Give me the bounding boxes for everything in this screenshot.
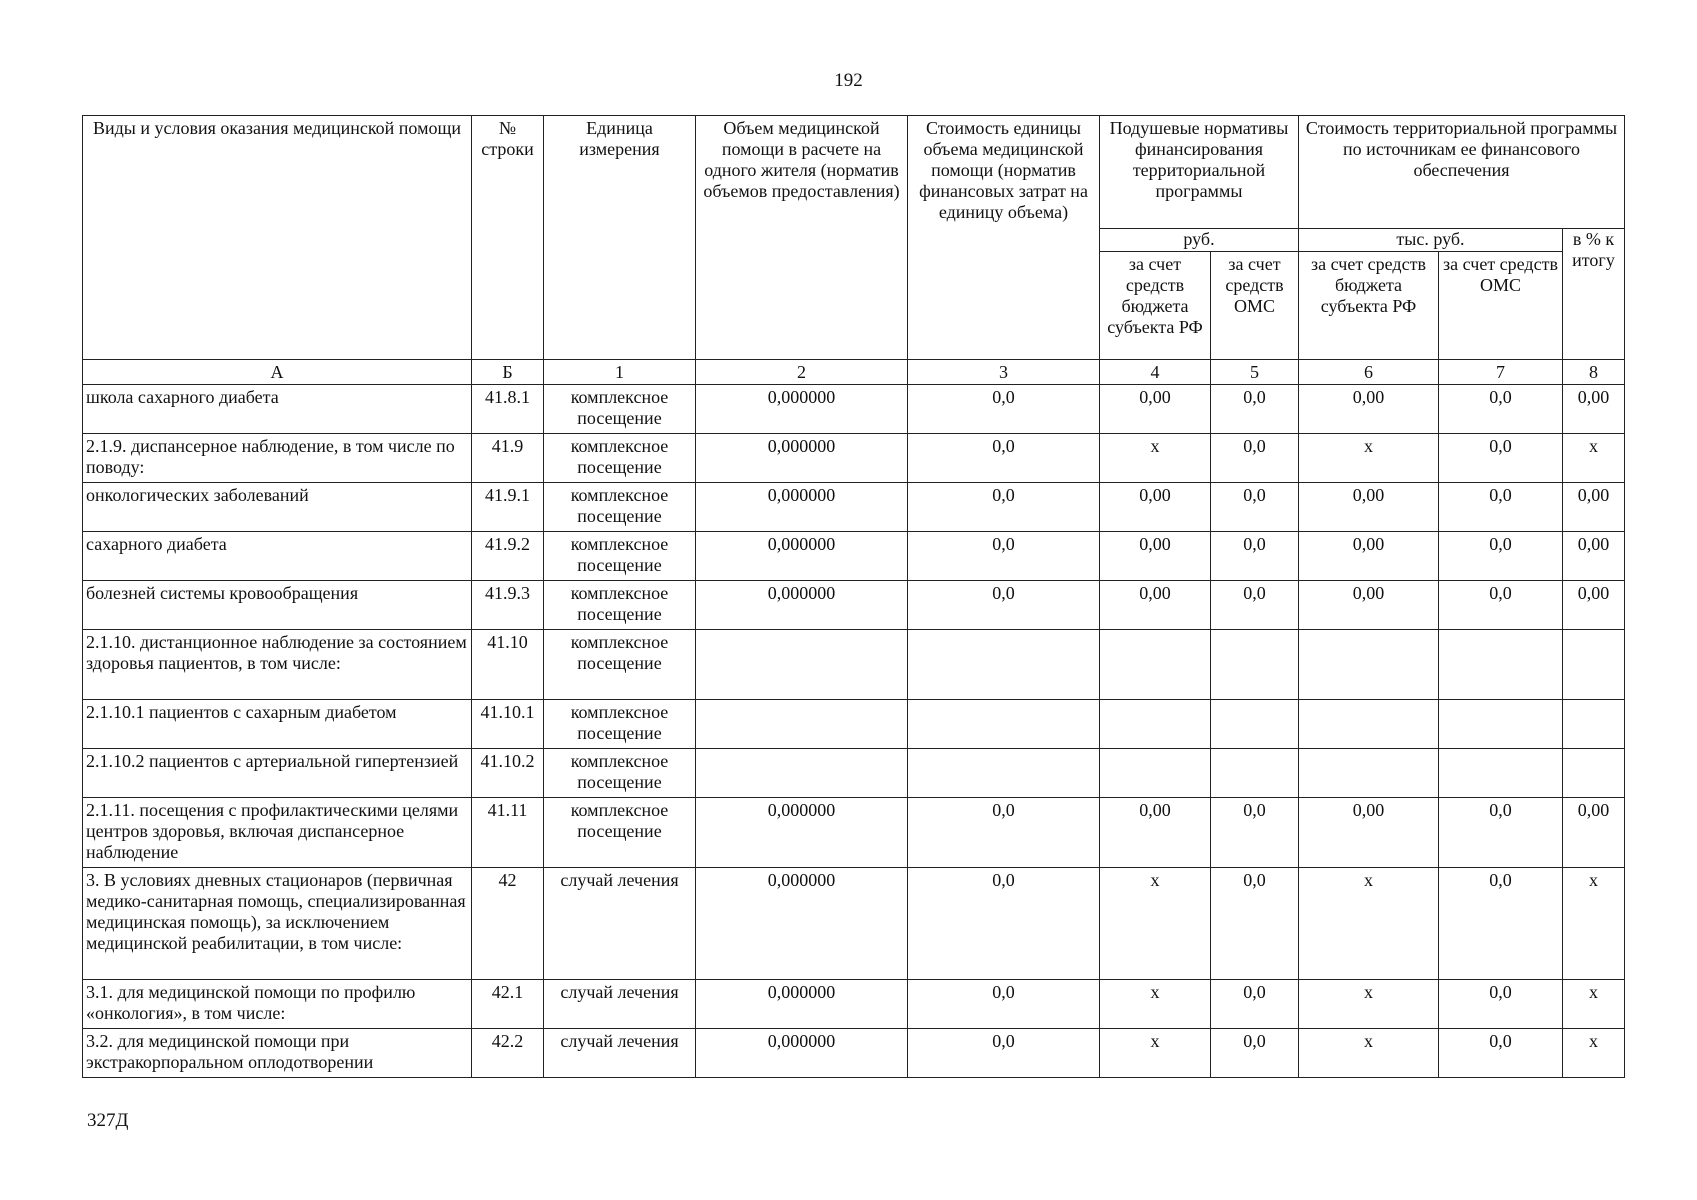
cell-v2: 0,000000 xyxy=(696,581,908,630)
cell-v6: 0,00 xyxy=(1299,385,1439,434)
header-col-8: в % к итогу xyxy=(1563,229,1625,360)
cell-v7: 0,0 xyxy=(1439,980,1563,1029)
cell-v8 xyxy=(1563,749,1625,798)
cell-unit: комплексное посещение xyxy=(544,385,696,434)
cell-v2 xyxy=(696,700,908,749)
cell-v6 xyxy=(1299,630,1439,700)
table-body xyxy=(83,385,1625,1078)
cell-v4 xyxy=(1100,700,1211,749)
cell-v4: 0,00 xyxy=(1100,385,1211,434)
cell-v7: 0,0 xyxy=(1439,385,1563,434)
cell-name: школа сахарного диабета xyxy=(83,385,472,434)
table-row xyxy=(83,980,1625,1029)
cell-v8: 0,00 xyxy=(1563,798,1625,868)
header-col-b: № строки xyxy=(472,116,544,360)
header-col-2: Объем медицинской помощи в расчете на одного жителя (норматив объемов предоставления) xyxy=(696,116,908,360)
cell-v7: 0,0 xyxy=(1439,1029,1563,1078)
cell-v5: 0,0 xyxy=(1211,434,1299,483)
cell-unit: случай лечения xyxy=(544,1029,696,1078)
cell-unit: комплексное посещение xyxy=(544,532,696,581)
index-cell: 8 xyxy=(1563,360,1625,385)
cell-num: 42 xyxy=(472,868,544,980)
cell-v3: 0,0 xyxy=(908,1029,1100,1078)
header-col-a: Виды и условия оказания медицинской помощи xyxy=(83,116,472,360)
medical-care-table xyxy=(82,115,1625,1078)
cell-v5 xyxy=(1211,700,1299,749)
cell-v8 xyxy=(1563,630,1625,700)
cell-v6: 0,00 xyxy=(1299,532,1439,581)
cell-v2: 0,000000 xyxy=(696,532,908,581)
table-row xyxy=(83,483,1625,532)
cell-v4 xyxy=(1100,749,1211,798)
cell-v2: 0,000000 xyxy=(696,434,908,483)
cell-v6: 0,00 xyxy=(1299,798,1439,868)
cell-v2: 0,000000 xyxy=(696,483,908,532)
cell-v5 xyxy=(1211,630,1299,700)
cell-v3: 0,0 xyxy=(908,868,1100,980)
index-cell: 6 xyxy=(1299,360,1439,385)
cell-v7: 0,0 xyxy=(1439,483,1563,532)
cell-v5: 0,0 xyxy=(1211,798,1299,868)
cell-name: 2.1.11. посещения с профилактическими целями центров здоровья, включая диспансерное наблюдение xyxy=(83,798,472,868)
cell-unit: случай лечения xyxy=(544,868,696,980)
cell-num: 41.9 xyxy=(472,434,544,483)
cell-v7: 0,0 xyxy=(1439,581,1563,630)
cell-v7 xyxy=(1439,749,1563,798)
cell-v7 xyxy=(1439,630,1563,700)
cell-v8 xyxy=(1563,700,1625,749)
table-header xyxy=(83,116,1625,385)
cell-v3: 0,0 xyxy=(908,581,1100,630)
cell-v2: 0,000000 xyxy=(696,385,908,434)
cell-name: 2.1.9. диспансерное наблюдение, в том числе по поводу: xyxy=(83,434,472,483)
cell-name: 2.1.10.1 пациентов с сахарным диабетом xyxy=(83,700,472,749)
table-row xyxy=(83,385,1625,434)
cell-num: 41.10.1 xyxy=(472,700,544,749)
document-code: 327Д xyxy=(87,1110,129,1131)
cell-v2: 0,000000 xyxy=(696,1029,908,1078)
cell-v7: 0,0 xyxy=(1439,868,1563,980)
cell-v4: 0,00 xyxy=(1100,581,1211,630)
cell-v3 xyxy=(908,749,1100,798)
cell-v5: 0,0 xyxy=(1211,532,1299,581)
cell-name: онкологических заболеваний xyxy=(83,483,472,532)
cell-v3: 0,0 xyxy=(908,483,1100,532)
cell-v5: 0,0 xyxy=(1211,483,1299,532)
cell-num: 41.11 xyxy=(472,798,544,868)
header-col-6: за счет средств бюджета субъекта РФ xyxy=(1299,252,1439,360)
cell-v5 xyxy=(1211,749,1299,798)
table-row xyxy=(83,532,1625,581)
cell-v4: х xyxy=(1100,980,1211,1029)
cell-num: 41.8.1 xyxy=(472,385,544,434)
table-row xyxy=(83,700,1625,749)
cell-unit: комплексное посещение xyxy=(544,483,696,532)
header-group-per-capita: Подушевые нормативы финансирования территориальной программы xyxy=(1100,116,1299,229)
index-cell: Б xyxy=(472,360,544,385)
cell-name: 3. В условиях дневных стационаров (первичная медико-санитарная помощь, специализированная медицинская помощь), за исключением медицинской реабилитации, в том числе: xyxy=(83,868,472,980)
header-rub: руб. xyxy=(1100,229,1299,252)
cell-unit: комплексное посещение xyxy=(544,581,696,630)
index-cell: 3 xyxy=(908,360,1100,385)
cell-v6 xyxy=(1299,749,1439,798)
index-cell: 5 xyxy=(1211,360,1299,385)
cell-v4: 0,00 xyxy=(1100,532,1211,581)
cell-v4: 0,00 xyxy=(1100,798,1211,868)
cell-v2: 0,000000 xyxy=(696,980,908,1029)
cell-v8: х xyxy=(1563,434,1625,483)
cell-v4: х xyxy=(1100,868,1211,980)
header-col-3: Стоимость единицы объема медицинской помощи (норматив финансовых затрат на единицу объема) xyxy=(908,116,1100,360)
cell-name: 3.1. для медицинской помощи по профилю «онкология», в том числе: xyxy=(83,980,472,1029)
cell-v6: х xyxy=(1299,1029,1439,1078)
index-cell: 1 xyxy=(544,360,696,385)
cell-v2: 0,000000 xyxy=(696,798,908,868)
cell-v3 xyxy=(908,700,1100,749)
cell-v3: 0,0 xyxy=(908,798,1100,868)
cell-v8: х xyxy=(1563,1029,1625,1078)
cell-unit: случай лечения xyxy=(544,980,696,1029)
cell-name: 2.1.10. дистанционное наблюдение за состоянием здоровья пациентов, в том числе: xyxy=(83,630,472,700)
cell-v4: 0,00 xyxy=(1100,483,1211,532)
table-row xyxy=(83,630,1625,700)
cell-v8: х xyxy=(1563,868,1625,980)
header-col-7: за счет средств ОМС xyxy=(1439,252,1563,360)
header-col-1: Единица измерения xyxy=(544,116,696,360)
cell-v5: 0,0 xyxy=(1211,1029,1299,1078)
cell-v6: х xyxy=(1299,980,1439,1029)
table-row xyxy=(83,868,1625,980)
cell-v7: 0,0 xyxy=(1439,798,1563,868)
cell-name: сахарного диабета xyxy=(83,532,472,581)
cell-num: 41.9.2 xyxy=(472,532,544,581)
cell-v3 xyxy=(908,630,1100,700)
header-col-5: за счет средств ОМС xyxy=(1211,252,1299,360)
index-cell: 2 xyxy=(696,360,908,385)
cell-v4: х xyxy=(1100,434,1211,483)
cell-v6: 0,00 xyxy=(1299,581,1439,630)
cell-num: 41.9.3 xyxy=(472,581,544,630)
header-thous-rub: тыс. руб. xyxy=(1299,229,1563,252)
cell-v8: 0,00 xyxy=(1563,581,1625,630)
cell-v4: х xyxy=(1100,1029,1211,1078)
table-row xyxy=(83,581,1625,630)
cell-name: 2.1.10.2 пациентов с артериальной гипертензией xyxy=(83,749,472,798)
cell-v4 xyxy=(1100,630,1211,700)
cell-v6: х xyxy=(1299,434,1439,483)
cell-v6: 0,00 xyxy=(1299,483,1439,532)
cell-v3: 0,0 xyxy=(908,980,1100,1029)
cell-unit: комплексное посещение xyxy=(544,434,696,483)
cell-unit: комплексное посещение xyxy=(544,798,696,868)
cell-num: 41.9.1 xyxy=(472,483,544,532)
cell-name: болезней системы кровообращения xyxy=(83,581,472,630)
table-row xyxy=(83,749,1625,798)
cell-v3: 0,0 xyxy=(908,385,1100,434)
table-row xyxy=(83,1029,1625,1078)
cell-v8: 0,00 xyxy=(1563,483,1625,532)
cell-unit: комплексное посещение xyxy=(544,700,696,749)
cell-unit: комплексное посещение xyxy=(544,749,696,798)
cell-v2: 0,000000 xyxy=(696,868,908,980)
table-row xyxy=(83,434,1625,483)
cell-v5: 0,0 xyxy=(1211,581,1299,630)
index-cell: А xyxy=(83,360,472,385)
cell-v2 xyxy=(696,630,908,700)
cell-v6: х xyxy=(1299,868,1439,980)
cell-num: 42.2 xyxy=(472,1029,544,1078)
cell-v7: 0,0 xyxy=(1439,434,1563,483)
cell-v7: 0,0 xyxy=(1439,532,1563,581)
cell-v3: 0,0 xyxy=(908,434,1100,483)
cell-num: 41.10 xyxy=(472,630,544,700)
page-number: 192 xyxy=(834,70,863,91)
cell-name: 3.2. для медицинской помощи при экстракорпоральном оплодотворении xyxy=(83,1029,472,1078)
cell-v2 xyxy=(696,749,908,798)
cell-unit: комплексное посещение xyxy=(544,630,696,700)
index-cell: 7 xyxy=(1439,360,1563,385)
header-col-4: за счет средств бюджета субъекта РФ xyxy=(1100,252,1211,360)
cell-num: 42.1 xyxy=(472,980,544,1029)
cell-v5: 0,0 xyxy=(1211,385,1299,434)
header-group-program-cost: Стоимость территориальной программы по источникам ее финансового обеспечения xyxy=(1299,116,1625,229)
cell-v5: 0,0 xyxy=(1211,868,1299,980)
cell-v8: 0,00 xyxy=(1563,532,1625,581)
cell-v3: 0,0 xyxy=(908,532,1100,581)
cell-v6 xyxy=(1299,700,1439,749)
cell-num: 41.10.2 xyxy=(472,749,544,798)
cell-v5: 0,0 xyxy=(1211,980,1299,1029)
cell-v7 xyxy=(1439,700,1563,749)
column-index-row xyxy=(83,360,1625,385)
cell-v8: х xyxy=(1563,980,1625,1029)
table-row xyxy=(83,798,1625,868)
index-cell: 4 xyxy=(1100,360,1211,385)
cell-v8: 0,00 xyxy=(1563,385,1625,434)
